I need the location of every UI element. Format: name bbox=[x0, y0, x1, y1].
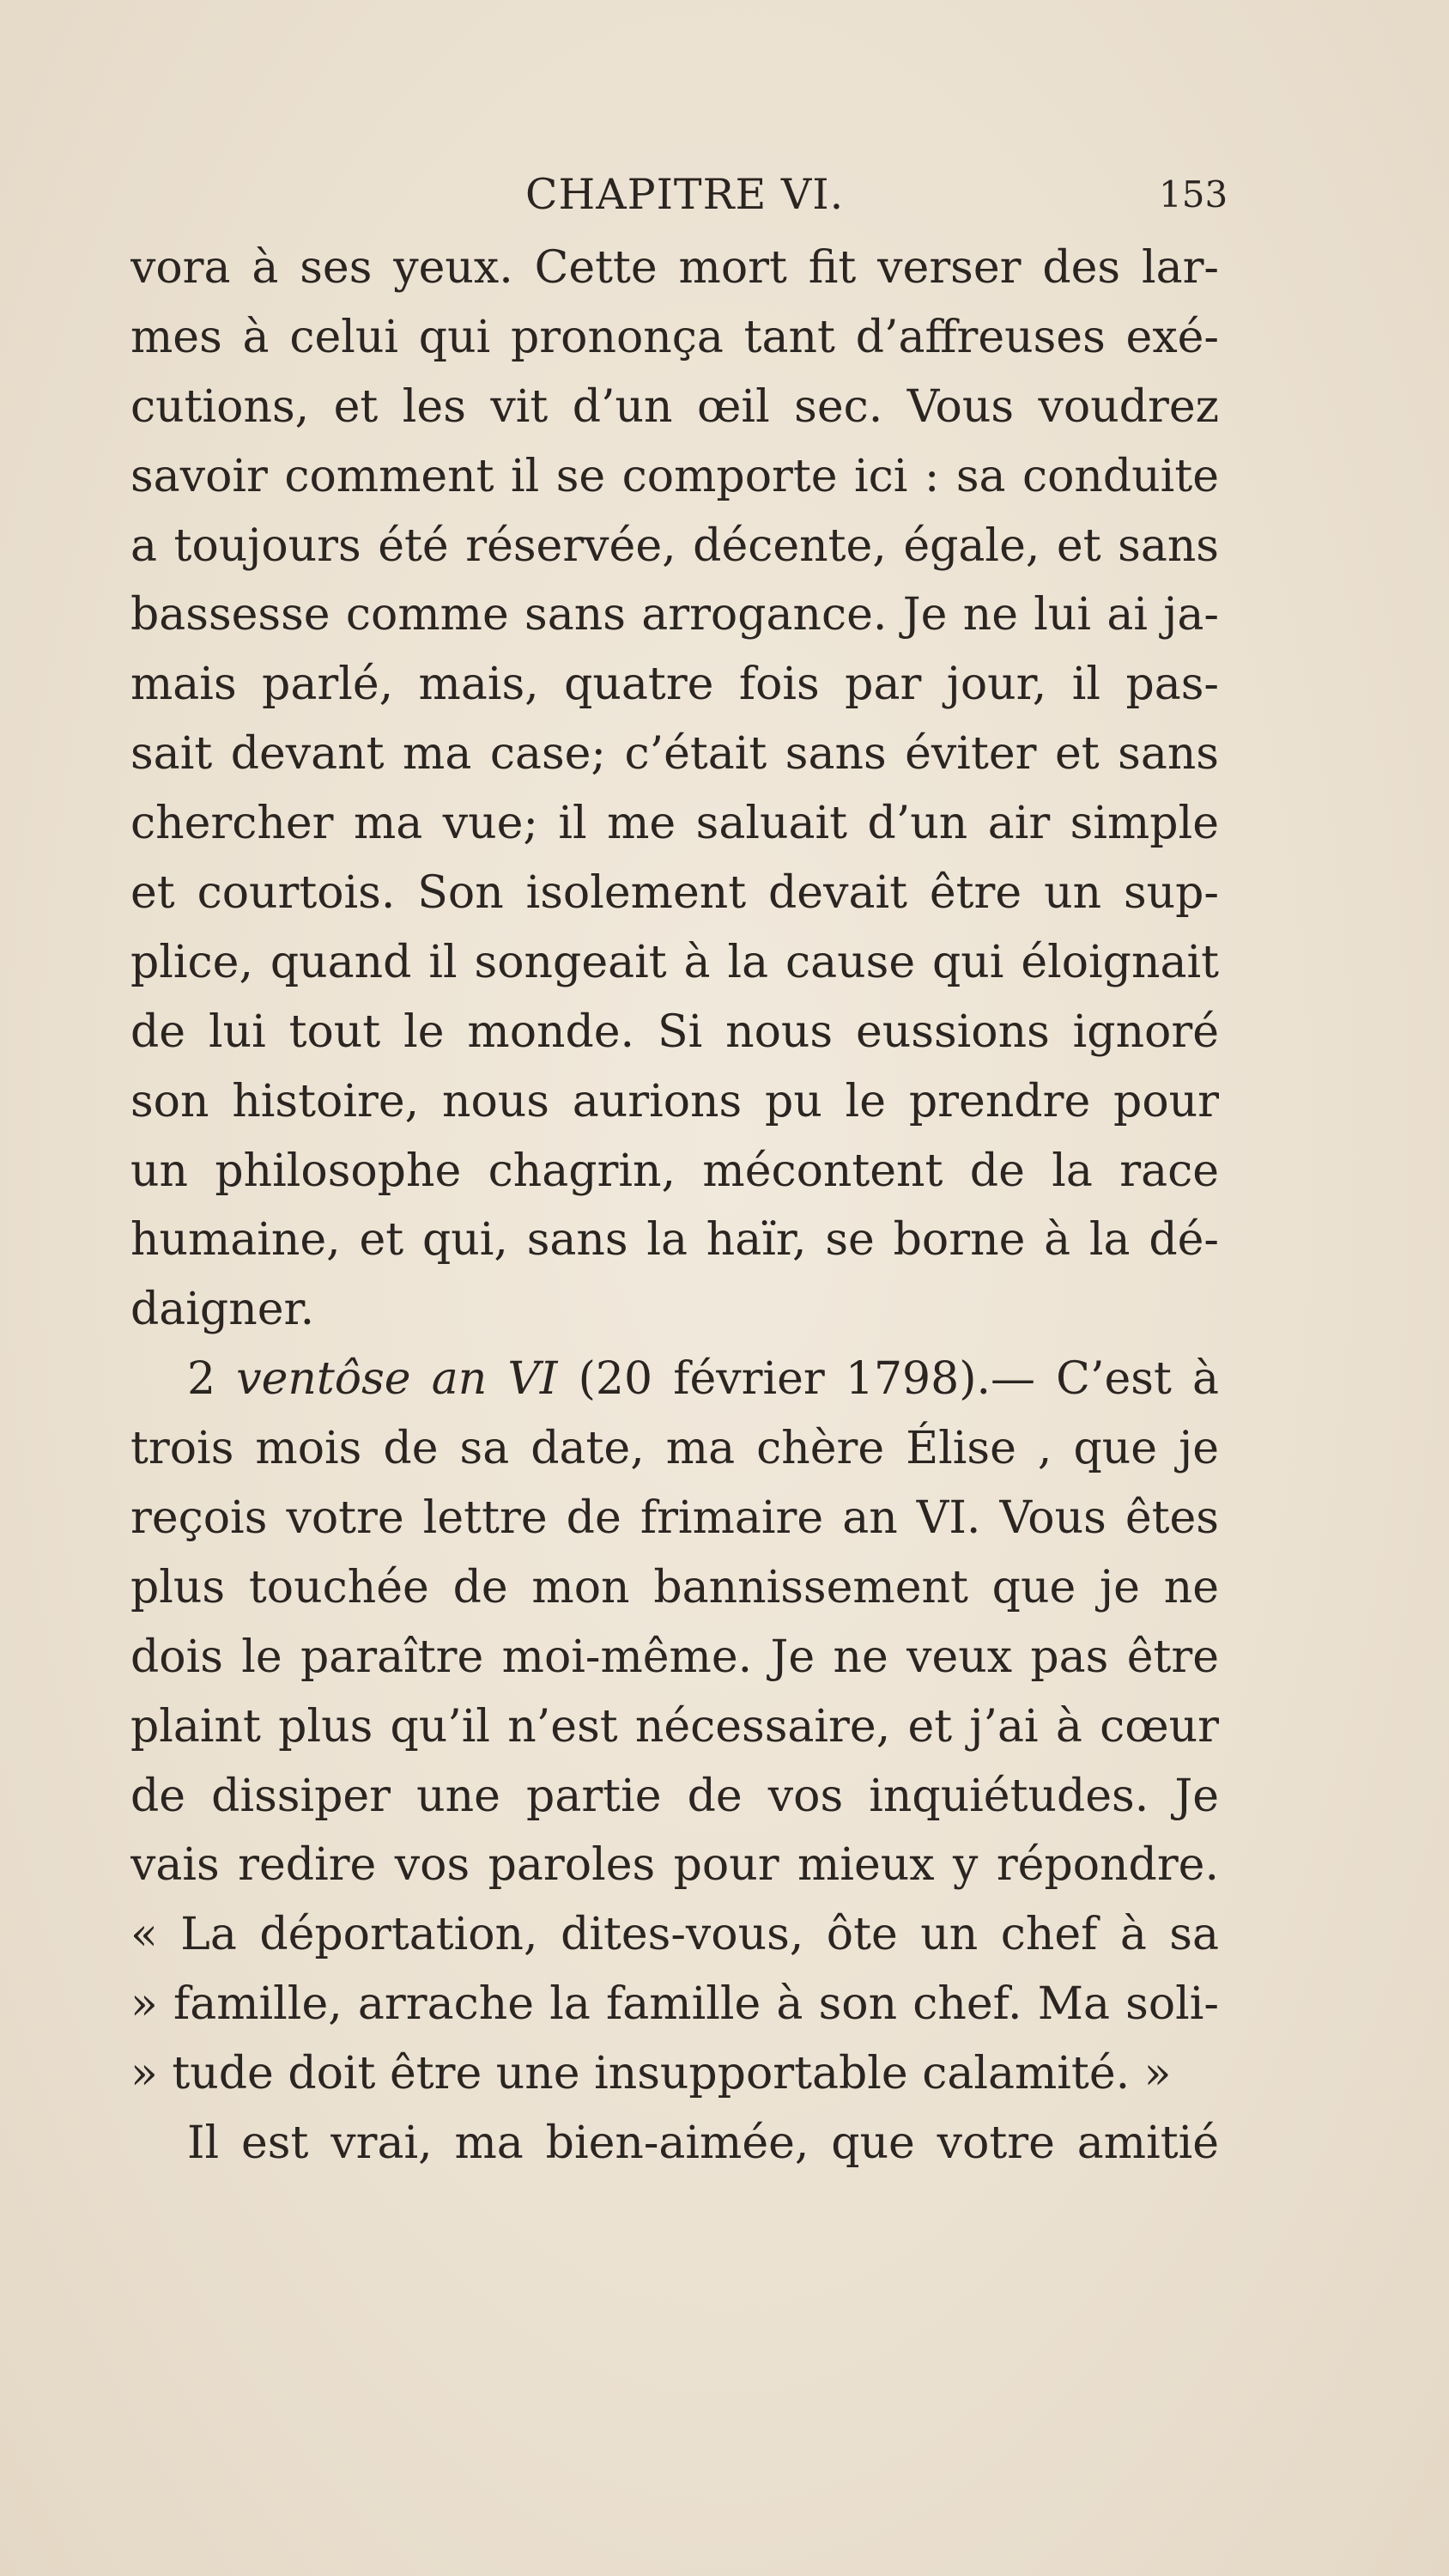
text-line: mais parlé, mais, quatre fois par jour, il pas- bbox=[130, 659, 1219, 711]
text-line: son histoire, nous aurions pu le prendre pour bbox=[130, 1075, 1219, 1127]
text-line: daigner. bbox=[130, 1284, 315, 1336]
text-line: trois mois de sa date, ma chère Élise , que je bbox=[130, 1423, 1219, 1475]
text-line: plice, quand il songeait à la cause qui éloignait bbox=[130, 936, 1219, 988]
text-line: chercher ma vue; il me saluait d’un air simple bbox=[130, 798, 1219, 850]
date-suffix: (20 février 1798).— C’est à bbox=[557, 1353, 1219, 1406]
text-line: mes à celui qui prononça tant d’affreuses exé- bbox=[130, 311, 1219, 363]
running-head bbox=[0, 165, 1449, 225]
date-prefix: 2 bbox=[187, 1353, 237, 1406]
text-line: Il est vrai, ma bien-aimée, que votre amitié bbox=[187, 2117, 1219, 2170]
text-line: plaint plus qu’il n’est nécessaire, et j’ai à cœur bbox=[130, 1700, 1219, 1753]
text-line: de dissiper une partie de vos inquiétudes. Je bbox=[130, 1770, 1219, 1822]
text-line: de lui tout le monde. Si nous eussions ignoré bbox=[130, 1005, 1219, 1058]
text-line: humaine, et qui, sans la haïr, se borne à la dé- bbox=[130, 1214, 1219, 1267]
text-line: vais redire vos paroles pour mieux y répondre. bbox=[130, 1839, 1219, 1892]
text-line: savoir comment il se comporte ici : sa conduite bbox=[130, 450, 1219, 502]
text-line: cutions, et les vit d’un œil sec. Vous voudrez bbox=[130, 380, 1219, 433]
quote-line: » famille, arrache la famille à son chef. Ma soli- bbox=[130, 1978, 1219, 2031]
text-line: reçois votre lettre de frimaire an VI. Vous êtes bbox=[130, 1492, 1219, 1545]
quote-line: « La déportation, dites-vous, ôte un chef à sa bbox=[130, 1909, 1219, 1961]
text-line: sait devant ma case; c’était sans éviter et sans bbox=[130, 728, 1219, 781]
text-line: et courtois. Son isolement devait être un sup- bbox=[130, 867, 1219, 920]
journal-entry-date-line bbox=[130, 1345, 1219, 1414]
chapter-title: CHAPITRE VI. bbox=[525, 170, 845, 219]
text-line: bassesse comme sans arrogance. Je ne lui ai ja- bbox=[130, 589, 1219, 641]
text-line: dois le paraître moi-même. Je ne veux pas être bbox=[130, 1631, 1219, 1683]
quote-line: » tude doit être une insupportable calamité. » bbox=[130, 2048, 1172, 2100]
page-number: 153 bbox=[1159, 173, 1228, 216]
text-line: plus touchée de mon bannissement que je ne bbox=[130, 1561, 1219, 1613]
body-text bbox=[130, 234, 1219, 2178]
date-italic: ventôse an VI bbox=[236, 1353, 558, 1406]
text-line: vora à ses yeux. Cette mort fit verser des lar- bbox=[130, 242, 1219, 294]
text-line: a toujours été réservée, décente, égale, et sans bbox=[130, 519, 1219, 572]
text-line: un philosophe chagrin, mécontent de la race bbox=[130, 1145, 1219, 1197]
